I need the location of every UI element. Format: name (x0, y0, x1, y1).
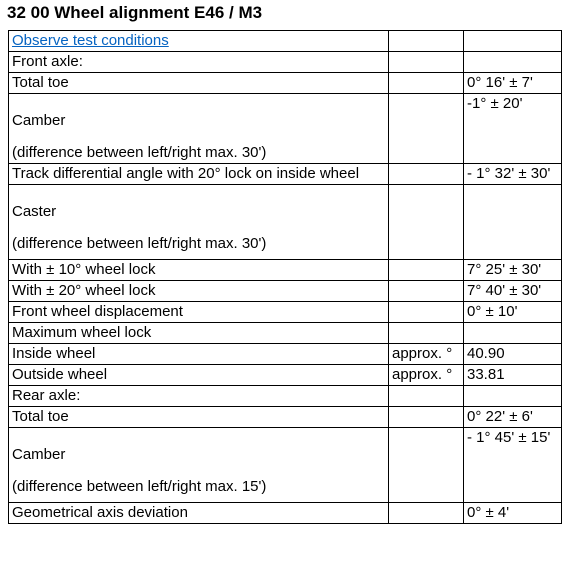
table-row (9, 260, 562, 281)
row-unit (389, 386, 464, 407)
row-label: With ± 10° wheel lock (9, 260, 389, 281)
row-label: With ± 20° wheel lock (9, 281, 389, 302)
table-row (9, 73, 562, 94)
table-row (9, 386, 562, 407)
table-row (9, 344, 562, 365)
row-label: Caster (12, 203, 57, 220)
row-value (464, 323, 562, 344)
table-row (9, 428, 562, 503)
row-label: Camber (12, 112, 66, 129)
row-unit (389, 185, 464, 260)
table-row (9, 94, 562, 164)
row-note: (difference between left/right max. 30') (12, 235, 267, 252)
row-label-cell (9, 94, 389, 164)
row-value: 0° ± 4' (464, 503, 562, 524)
row-value: - 1° 32' ± 30' (464, 164, 562, 185)
row-unit (389, 407, 464, 428)
table-row (9, 323, 562, 344)
row-value: 7° 40' ± 30' (464, 281, 562, 302)
test-conditions-link[interactable]: Observe test conditions (12, 32, 169, 49)
page-title: 32 00 Wheel alignment E46 / M3 (7, 3, 263, 22)
row-unit (389, 503, 464, 524)
row-unit (389, 428, 464, 503)
row-unit (389, 52, 464, 73)
row-unit: approx. ° (389, 365, 464, 386)
table-cell (464, 31, 562, 52)
row-unit (389, 164, 464, 185)
table-row (9, 281, 562, 302)
row-label: Maximum wheel lock (9, 323, 389, 344)
table-row (9, 185, 562, 260)
row-label: Rear axle: (9, 386, 389, 407)
row-value: 40.90 (464, 344, 562, 365)
row-value: - 1° 45' ± 15' (464, 428, 562, 503)
table-row (9, 31, 562, 52)
row-note: (difference between left/right max. 30') (12, 144, 267, 161)
row-value: 0° ± 10' (464, 302, 562, 323)
row-label: Total toe (9, 73, 389, 94)
table-row (9, 302, 562, 323)
row-label: Inside wheel (9, 344, 389, 365)
table-cell (389, 31, 464, 52)
row-unit (389, 73, 464, 94)
row-unit (389, 323, 464, 344)
row-label-cell (9, 428, 389, 503)
row-unit (389, 302, 464, 323)
table-row (9, 164, 562, 185)
row-value: 0° 22' ± 6' (464, 407, 562, 428)
row-label-cell (9, 185, 389, 260)
row-value (464, 185, 562, 260)
table-cell (9, 31, 389, 52)
table-row (9, 52, 562, 73)
row-value: -1° ± 20' (464, 94, 562, 164)
row-unit: approx. ° (389, 344, 464, 365)
row-value: 33.81 (464, 365, 562, 386)
row-unit (389, 260, 464, 281)
row-unit (389, 281, 464, 302)
row-note: (difference between left/right max. 15') (12, 478, 267, 495)
row-label: Outside wheel (9, 365, 389, 386)
row-label: Front axle: (9, 52, 389, 73)
table-row (9, 365, 562, 386)
alignment-table (8, 30, 562, 524)
row-value: 0° 16' ± 7' (464, 73, 562, 94)
table-row (9, 503, 562, 524)
table-row (9, 407, 562, 428)
row-label: Camber (12, 446, 66, 463)
row-value (464, 386, 562, 407)
row-value: 7° 25' ± 30' (464, 260, 562, 281)
row-label: Geometrical axis deviation (9, 503, 389, 524)
row-unit (389, 94, 464, 164)
row-label: Track differential angle with 20° lock on inside wheel (9, 164, 389, 185)
row-value (464, 52, 562, 73)
row-label: Total toe (9, 407, 389, 428)
row-label: Front wheel displacement (9, 302, 389, 323)
